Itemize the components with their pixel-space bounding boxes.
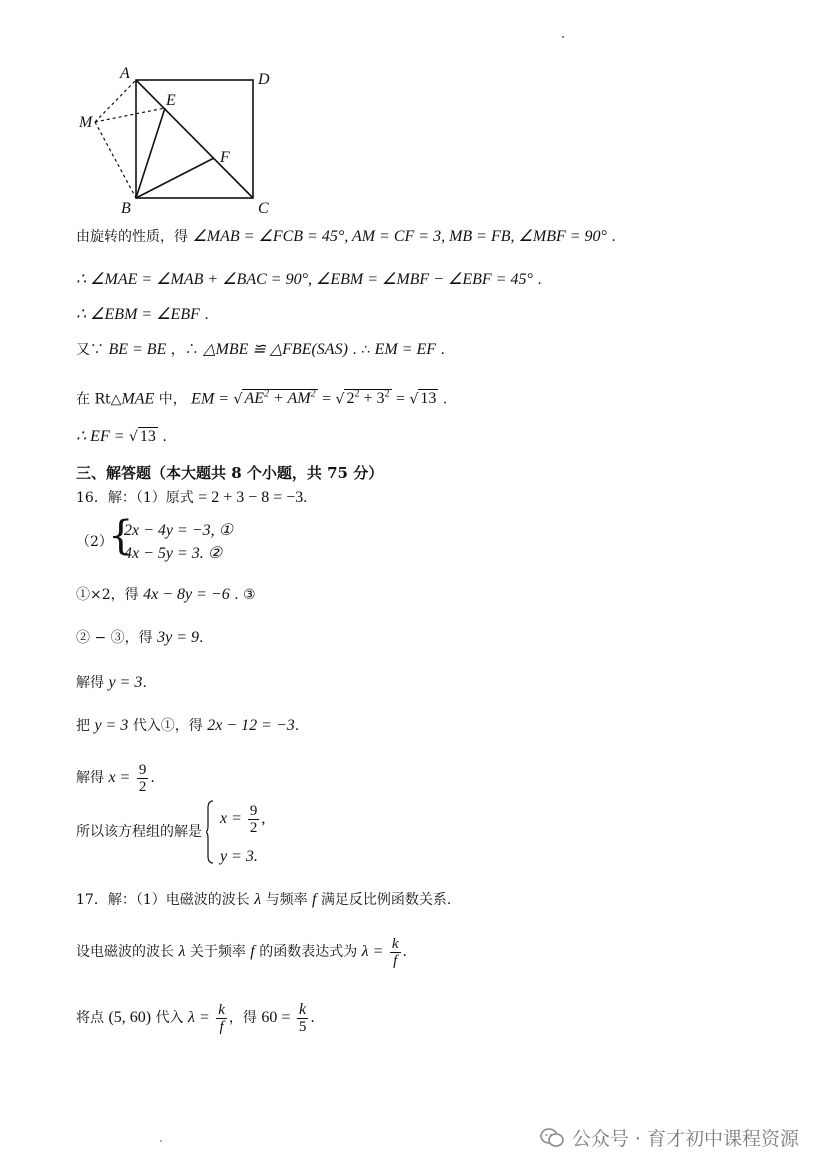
punct: . xyxy=(440,342,445,358)
radicand: $2^2 + 3^2$ xyxy=(346,389,390,408)
label-m: M xyxy=(79,114,93,131)
q17-part2 xyxy=(76,934,407,970)
q17-part1 xyxy=(76,890,451,910)
text: 与频率 xyxy=(265,892,308,908)
solution-brace xyxy=(206,800,214,864)
math: x = xyxy=(108,769,131,786)
fraction: $\frac{k}{f}$ xyxy=(218,1001,225,1035)
math: y = 3 xyxy=(94,717,129,734)
watermark-text: 公众号 · 育才初中课程资源 xyxy=(571,1128,799,1150)
text: 将点 xyxy=(76,1010,104,1026)
punct: . xyxy=(142,675,147,691)
math: (5, 60) xyxy=(108,1009,152,1026)
punct: . xyxy=(294,718,300,734)
text: . ③ xyxy=(234,587,256,603)
punct: . xyxy=(204,307,209,323)
dashed-ma xyxy=(95,80,136,122)
sqrt-sign: √ xyxy=(409,391,419,408)
math: f xyxy=(250,943,255,960)
text: ①×2，得 xyxy=(76,587,139,603)
text: . ∴ xyxy=(352,342,371,358)
math: = xyxy=(395,390,405,408)
fraction: $\frac{9}{2}$ xyxy=(138,761,147,795)
text: 代入①，得 xyxy=(132,718,203,734)
system-brace: { xyxy=(108,513,134,559)
q17-part3 xyxy=(76,1000,315,1036)
radicand: $AE^2 + AM^2$ xyxy=(244,389,316,408)
diagonal-ac xyxy=(136,80,253,198)
proof-line-5 xyxy=(76,385,447,409)
punct: . xyxy=(162,429,167,445)
q16-solution-label: 所以该方程组的解是 xyxy=(76,824,202,840)
system-eq2: 4x − 5y = 3. ② xyxy=(124,545,223,562)
punct: . xyxy=(150,770,155,786)
punct: . xyxy=(611,229,616,245)
radicand: 13 xyxy=(420,390,437,408)
math: λ = xyxy=(361,943,384,960)
square-abcd xyxy=(136,80,253,198)
fraction: $\frac{k}{f}$ xyxy=(391,935,399,969)
proof-line-4 xyxy=(76,340,445,360)
watermark xyxy=(540,1124,799,1151)
text: ② − ③，得 xyxy=(76,630,153,646)
radicand: 13 xyxy=(139,428,156,445)
sqrt-sign: √ xyxy=(335,391,345,408)
math: 4x − 8y = −6 xyxy=(143,586,230,603)
math: ∴ EF = xyxy=(76,428,125,445)
proof-line-2 xyxy=(76,270,542,290)
speck xyxy=(160,1140,162,1142)
math: ∠MAB = ∠FCB = 45°, AM = CF = 3, MB = FB, ∠MBF = 90° xyxy=(192,228,607,245)
math: = 2 + 3 − 8 = −3. xyxy=(198,489,308,506)
punct: . xyxy=(442,391,448,408)
text: 设电磁波的波长 xyxy=(76,944,174,960)
q16-part2-label: （2） xyxy=(76,534,113,550)
text: 中， xyxy=(158,391,187,408)
label-b: B xyxy=(121,200,131,217)
text: 由旋转的性质，得 xyxy=(76,229,188,245)
text: 的函数表达式为 xyxy=(259,944,358,960)
dashed-me xyxy=(95,108,165,122)
text: 17．解：（1）电磁波的波长 xyxy=(76,892,250,908)
proof-line-3 xyxy=(76,305,209,325)
text: ，得 xyxy=(228,1010,257,1026)
text: 把 xyxy=(76,718,90,734)
dashed-mb xyxy=(95,122,136,198)
punct: . xyxy=(199,630,204,646)
solution-y: y = 3. xyxy=(220,848,258,865)
math: EM = xyxy=(191,390,230,408)
text: 在 Rt△ xyxy=(76,391,122,408)
proof-line-6 xyxy=(76,427,167,447)
section-heading: 三、解答题（本大题共 8 个小题，共 75 分） xyxy=(76,464,384,482)
math: y = 3 xyxy=(108,674,143,691)
text: ，∴ xyxy=(170,342,199,358)
label-c: C xyxy=(258,200,269,217)
solution-x: x = $\frac{9}{2}$ , xyxy=(220,803,266,836)
text: 解得 xyxy=(76,770,104,786)
speck xyxy=(562,36,564,38)
label-e: E xyxy=(166,92,176,109)
label-f: F xyxy=(220,149,230,166)
math: EM = EF xyxy=(374,341,437,358)
sqrt-sign: √ xyxy=(128,429,138,445)
math: = xyxy=(322,390,332,408)
q16-part1 xyxy=(76,488,307,508)
text: 16．解：（1）原式 xyxy=(76,490,194,506)
math: ∴ ∠MAE = ∠MAB + ∠BAC = 90°, ∠EBM = ∠MBF − ∠EBF = 45° xyxy=(76,271,533,288)
wechat-icon xyxy=(540,1127,564,1149)
q16-step1 xyxy=(76,585,256,605)
math: ∴ ∠EBM = ∠EBF xyxy=(76,306,200,323)
label-d: D xyxy=(258,71,270,88)
math: MAE xyxy=(121,390,155,408)
q16-step2 xyxy=(76,628,203,648)
math: λ = xyxy=(188,1009,210,1026)
math: BE = BE xyxy=(108,341,167,358)
math: 2x − 12 = −3 xyxy=(207,717,295,734)
text: 代入 xyxy=(155,1010,184,1026)
math: λ xyxy=(254,891,262,908)
sqrt-sign: √ xyxy=(233,391,243,408)
text: 关于频率 xyxy=(189,944,246,960)
proof-line-1 xyxy=(76,227,616,247)
math: f xyxy=(312,891,317,908)
q16-step3 xyxy=(76,673,147,693)
segment-be xyxy=(136,108,165,198)
math: 60 = xyxy=(261,1009,291,1026)
text: 满足反比例函数关系. xyxy=(320,892,452,908)
fraction: $\frac{k}{5}$ xyxy=(298,1000,307,1035)
text: 解得 xyxy=(76,675,104,691)
punct: . xyxy=(310,1010,315,1026)
system-eq1: 2x − 4y = −3, ① xyxy=(124,522,233,539)
q16-step5 xyxy=(76,760,155,796)
label-a: A xyxy=(120,65,130,82)
punct: . xyxy=(402,944,407,960)
punct: . xyxy=(537,272,542,288)
math: 3y = 9 xyxy=(157,629,199,646)
segment-bf xyxy=(136,158,214,198)
math: △MBE ≌ △FBE(SAS) xyxy=(203,341,348,358)
math: λ xyxy=(178,943,186,960)
text: 又∵ xyxy=(76,342,104,358)
q16-step4 xyxy=(76,716,299,736)
